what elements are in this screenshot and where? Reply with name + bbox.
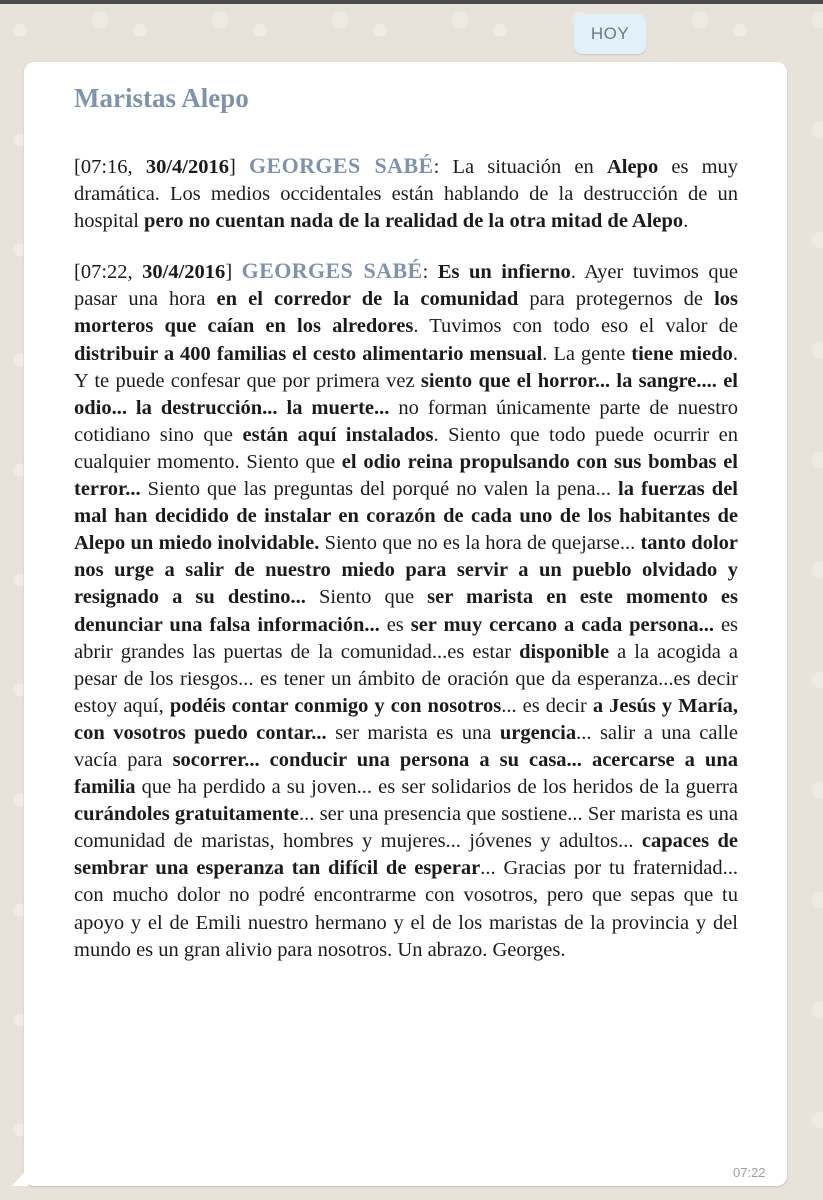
text-segment: . La gente xyxy=(542,342,632,365)
text-segment: . xyxy=(683,210,689,233)
text-segment: . Ayer tuvimos que pasar una hora xyxy=(74,261,738,311)
message-paragraph xyxy=(74,152,738,235)
text-segment: no forman únicamente parte de nuestro cotidiano sino que xyxy=(74,396,738,446)
text-segment: es xyxy=(379,613,411,636)
text-segment: ... Gracias por tu fraternidad... con mucho dolor no podré encontrarme con vosotros, pero que sepas que tu apoyo y el de Emili nuestro hermano y el de los maristas de la provincia y del mundo es un gran alivio para nosotros. Un abrazo. Georges. xyxy=(74,857,738,961)
text-segment: . Siento que todo puede ocurrir en cualquier momento. Siento que xyxy=(74,423,739,473)
text-segment: es muy dramática. Los medios occidentales están hablando de la destrucción de un hospital xyxy=(74,156,739,233)
text-segment xyxy=(428,261,438,283)
bold-text-segment: urgencia xyxy=(499,721,577,744)
bold-text-segment: el odio reina propulsando con sus bombas el terror... xyxy=(74,450,738,501)
bold-text-segment: en el corredor de la comunidad xyxy=(216,288,519,311)
bold-text-segment: podéis contar conmigo y con nosotros xyxy=(169,694,502,717)
text-segment: ... es decir xyxy=(501,694,593,717)
message-paragraph xyxy=(74,257,738,963)
bold-text-segment: están aquí instalados xyxy=(242,423,434,446)
document-title: Maristas Alepo xyxy=(74,83,249,113)
bold-text-segment: distribuir a 400 familias el cesto alimentario mensual xyxy=(74,342,543,365)
text-segment: que ha perdido a su joven... es ser solidarios de los heridos de la guerra xyxy=(135,776,738,799)
entry-author: GEORGES SABÉ xyxy=(241,258,423,284)
message-timestamp: 07:22 xyxy=(733,1165,766,1180)
bold-text-segment: Alepo xyxy=(606,156,659,178)
text-segment: a la acogida a pesar de los riesgos... es tener un ámbito de oración que da esperanza...es decir estoy aquí, xyxy=(74,640,738,717)
bold-text-segment: disponible xyxy=(519,640,610,663)
message-entries xyxy=(74,152,738,964)
entry-author-separator: : xyxy=(433,156,440,178)
text-segment: es abrir grandes las puertas de la comunidad...es estar xyxy=(74,613,739,663)
bold-text-segment: Es un infierno xyxy=(437,261,571,284)
bold-text-segment: a Jesús y María, con vosotros puedo contar... xyxy=(74,694,738,744)
entry-author-separator: : xyxy=(422,261,429,284)
entry-time: [07:22, xyxy=(74,261,133,284)
text-segment: ... ser una presencia que sostiene... Ser marista es una comunidad de maristas, hombres y mujeres... jóvenes y adultos... xyxy=(74,803,738,853)
entry-bracket: ] xyxy=(225,261,233,284)
text-segment: Siento que las preguntas del porqué no valen la pena... xyxy=(140,478,619,501)
entry-date: 30/4/2016 xyxy=(142,261,226,284)
text-segment: Siento que xyxy=(305,586,428,609)
bold-text-segment: ser muy cercano a cada persona... xyxy=(410,613,714,636)
bold-text-segment: tiene miedo xyxy=(631,342,733,365)
bold-text-segment: pero no cuentan nada de la realidad de la otra mitad de Alepo xyxy=(144,210,684,233)
bold-text-segment: ser marista en este momento es denunciar una falsa información... xyxy=(74,586,738,636)
bold-text-segment: los morteros que caían en los alredores xyxy=(74,288,738,338)
text-segment: ... salir a una calle vacía para xyxy=(74,721,738,771)
entry-date: 30/4/2016 xyxy=(145,156,229,178)
text-segment: ser marista es una xyxy=(326,721,500,744)
entry-time: [07:16, xyxy=(74,156,133,178)
bold-text-segment: socorrer... conducir una persona a su casa... acercarse a una familia xyxy=(74,748,738,799)
bold-text-segment: capaces de sembrar una esperanza tan difícil de esperar xyxy=(74,830,738,880)
text-segment: La situación en xyxy=(439,156,607,178)
text-segment: para protegernos de xyxy=(518,288,715,311)
date-chip: HOY xyxy=(574,14,646,54)
message-image-content xyxy=(74,78,738,986)
entry-author: GEORGES SABÉ xyxy=(248,153,434,178)
text-segment: . Tuvimos con todo eso el valor de xyxy=(413,315,738,338)
entry-bracket: ] xyxy=(228,156,236,178)
bold-text-segment: tanto dolor nos urge a salir de nuestro miedo para servir a un pueblo olvidado y resignado a su destino... xyxy=(74,532,738,609)
text-segment: . Y te puede confesar que por primera vez xyxy=(74,342,738,392)
window-top-edge xyxy=(0,0,823,4)
bold-text-segment: curándoles gratuitamente xyxy=(74,803,300,826)
bold-text-segment: la fuerzas del mal han decidido de instalar en corazón de cada uno de los habitantes de Alepo un miedo inolvidable. xyxy=(74,478,738,555)
text-segment: Siento que no es la hora de quejarse... xyxy=(319,532,641,555)
bold-text-segment: siento que el horror... la sangre.... el odio... la destrucción... la muerte... xyxy=(74,369,738,419)
message-bubble-tail xyxy=(12,1168,28,1186)
